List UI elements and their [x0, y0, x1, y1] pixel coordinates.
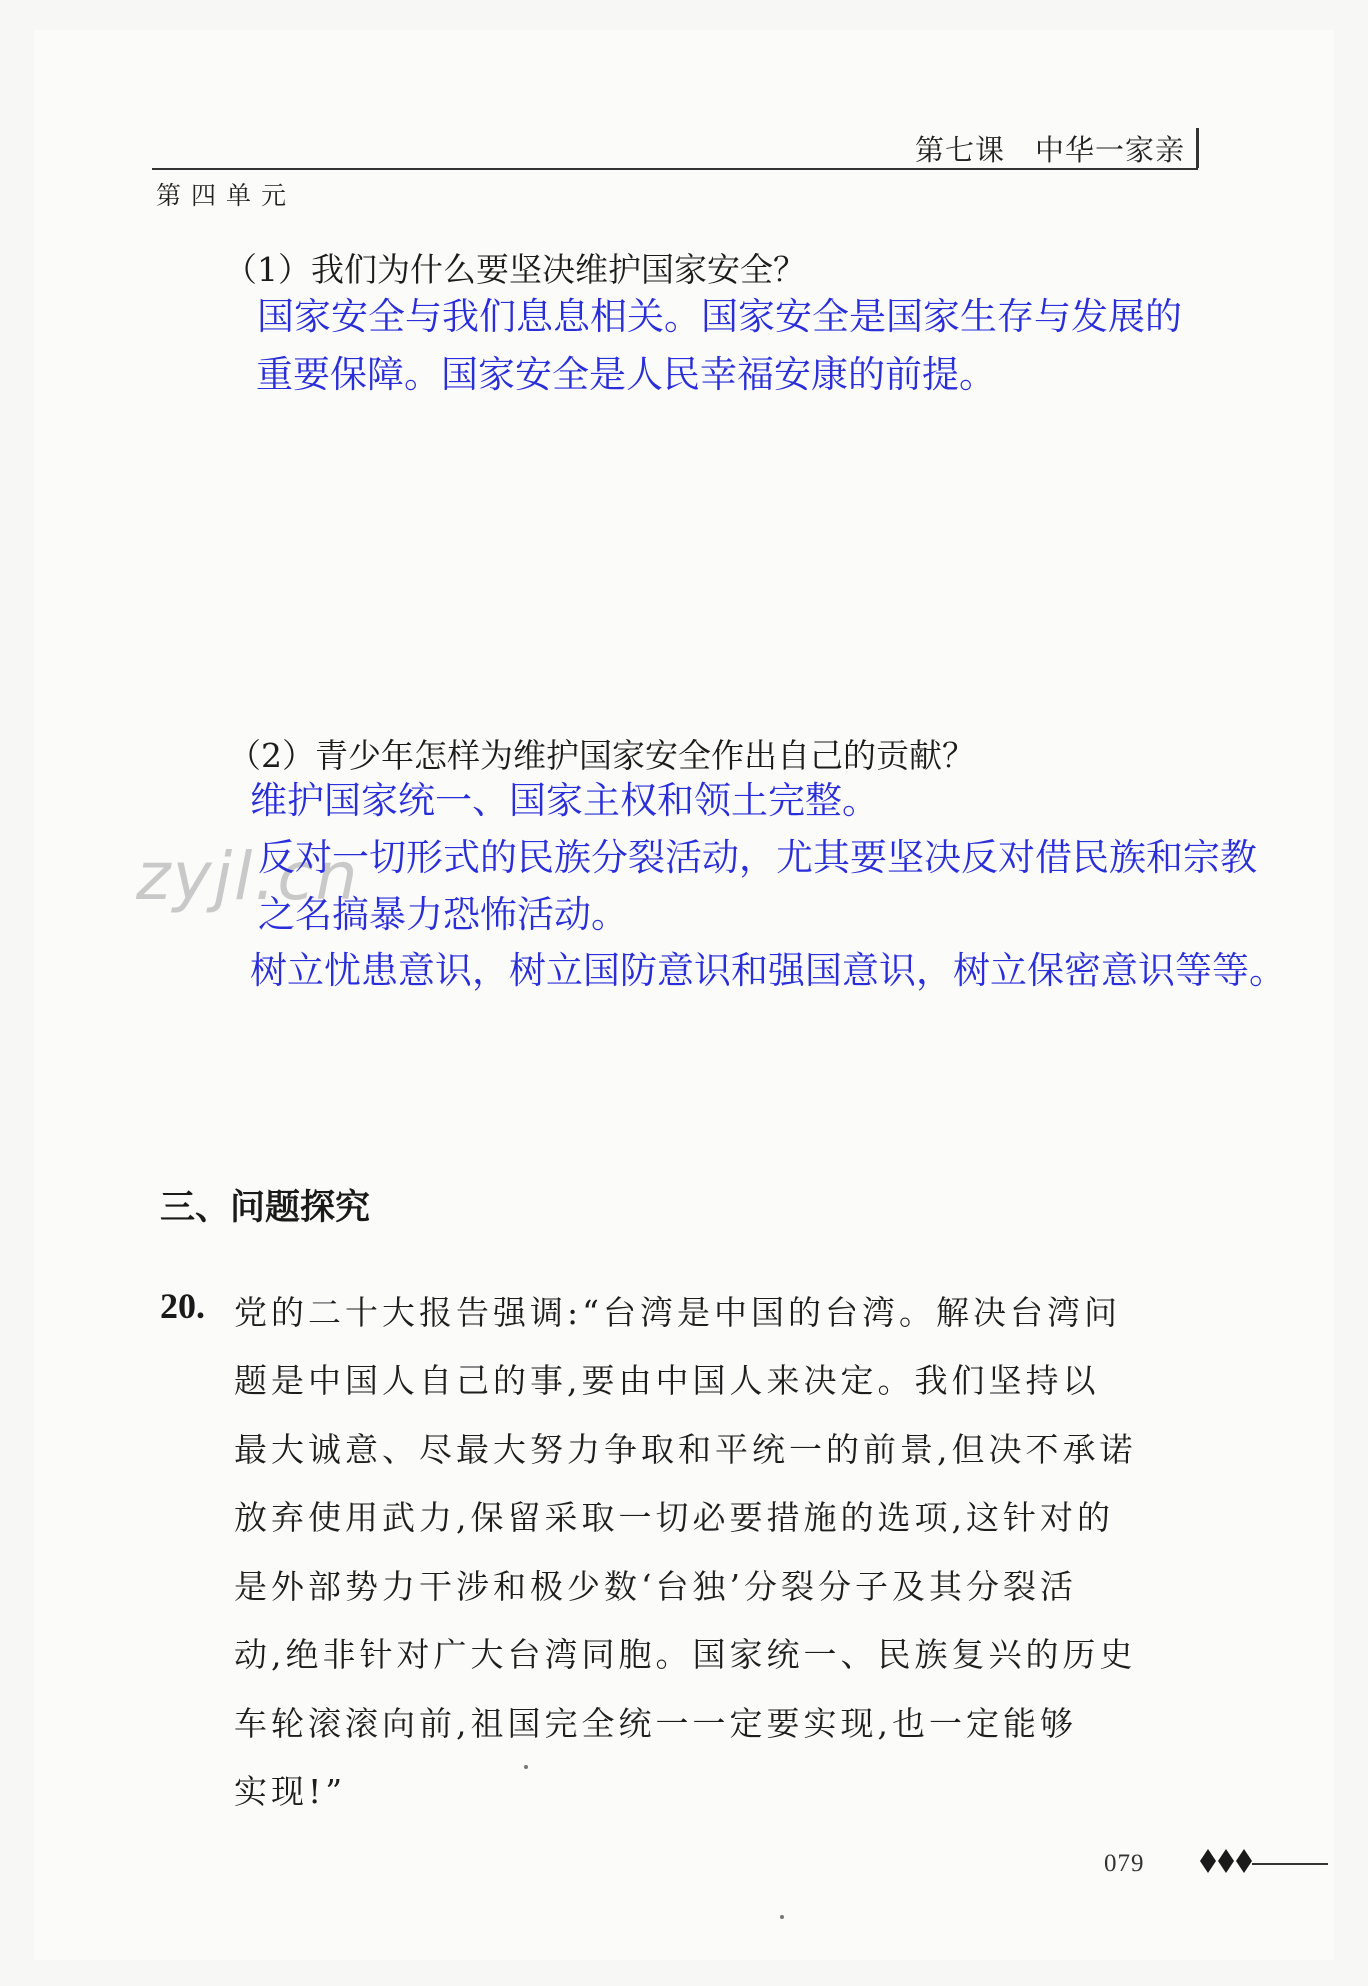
question-2-prompt: （2）青少年怎样为维护国家安全作出自己的贡献？ [228, 736, 975, 775]
answer-2-line-3: 之名搞暴力恐怖活动。 [258, 893, 628, 936]
header-rule [152, 168, 1198, 170]
unit-label: 第四单元 [156, 181, 297, 210]
problem-line-3: 最大诚意、尽最大努力争取和平统一的前景,但决不承诺 [234, 1430, 1137, 1469]
problem-line-4: 放弃使用武力,保留采取一切必要措施的选项,这针对的 [234, 1498, 1114, 1537]
answer-1-line-2: 重要保障。国家安全是人民幸福安康的前提。 [256, 353, 996, 396]
problem-line-7: 车轮滚滚向前,祖国完全统一一定要实现,也一定能够 [234, 1704, 1077, 1743]
answer-2-line-4: 树立忧患意识，树立国防意识和强国意识，树立保密意识等等。 [250, 949, 1286, 992]
speck [780, 1915, 784, 1919]
answer-2-line-2: 反对一切形式的民族分裂活动，尤其要坚决反对借民族和宗教 [258, 836, 1257, 879]
lesson-title: 第七课 中华一家亲 [915, 133, 1186, 167]
watermark: zyjl.cn [136, 838, 360, 915]
speck [524, 1765, 528, 1769]
problem-line-8: 实现!” [234, 1772, 347, 1811]
problem-line-1: 党的二十大报告强调:“台湾是中国的台湾。解决台湾问 [234, 1293, 1121, 1332]
problem-line-6: 动,绝非针对广大台湾同胞。国家统一、民族复兴的历史 [234, 1635, 1137, 1674]
section-heading: 三、问题探究 [160, 1188, 371, 1228]
diamond-icon [1200, 1841, 1252, 1881]
problem-line-2: 题是中国人自己的事,要由中国人来决定。我们坚持以 [234, 1361, 1100, 1400]
problem-line-5: 是外部势力干涉和极少数‘台独’分裂分子及其分裂活 [234, 1567, 1077, 1606]
problem-number: 20. [160, 1286, 205, 1326]
answer-2-line-1: 维护国家统一、国家主权和领土完整。 [250, 779, 879, 822]
header-vertical-bar [1196, 128, 1199, 168]
page-number: 079 [1104, 1850, 1145, 1877]
question-1-prompt: （1）我们为什么要坚决维护国家安全？ [224, 250, 806, 289]
answer-1-line-1: 国家安全与我们息息相关。国家安全是国家生存与发展的 [257, 295, 1182, 338]
footer-rule [1252, 1863, 1328, 1865]
